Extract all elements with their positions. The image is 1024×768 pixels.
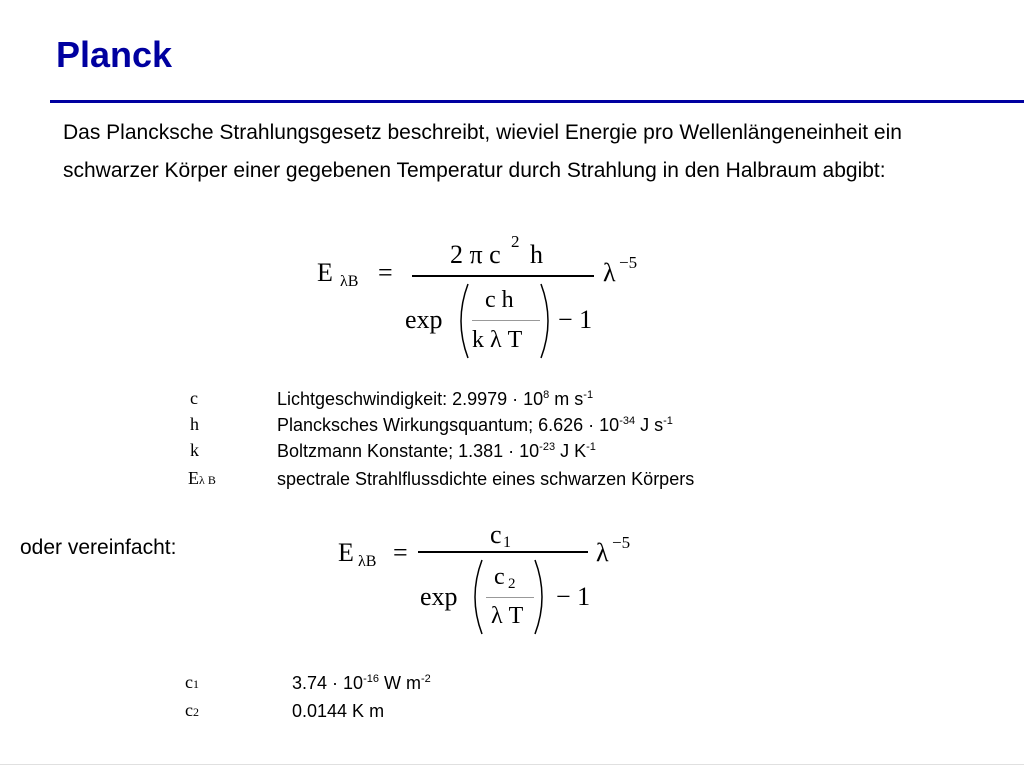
- eq2-lhs: E: [338, 538, 354, 567]
- eq1-lhs-sub: λB: [340, 273, 359, 290]
- eq1-equals: =: [378, 258, 393, 287]
- symbol-c: c: [190, 388, 198, 408]
- definition-E-lambda-B: spectrale Strahlflussdichte eines schwarzen Körpers: [277, 469, 695, 489]
- eq2-equals: =: [393, 538, 408, 567]
- eq1-numerator: 2 π c: [450, 240, 501, 269]
- eq2-left-paren: [466, 558, 486, 636]
- eq1-lambda: λ: [603, 258, 616, 287]
- eq2-inner-numerator: c: [494, 564, 505, 590]
- eq1-exp: exp: [405, 305, 443, 334]
- eq2-right-paren: [531, 558, 551, 636]
- constant-c1-symbol: c1: [185, 672, 199, 692]
- constant-c2-symbol: c2: [185, 700, 199, 720]
- eq2-exp: exp: [420, 582, 458, 611]
- eq1-numerator-exp: 2: [511, 232, 520, 251]
- eq2-lambda-exp: −5: [612, 533, 631, 552]
- eq1-minus-one: − 1: [558, 305, 593, 334]
- eq2-numerator: c: [490, 520, 502, 549]
- eq2-inner-fraction-bar: [486, 597, 534, 598]
- slide-title: Planck: [56, 34, 173, 75]
- eq2-lhs-sub: λB: [358, 553, 377, 570]
- eq1-numerator-h: h: [530, 240, 543, 269]
- eq2-lambda: λ: [596, 538, 609, 567]
- eq2-inner-numerator-sub: 2: [508, 576, 516, 592]
- eq1-inner-denominator: k λ T: [472, 327, 523, 353]
- intro-text: Das Plancksche Strahlungsgesetz beschreibt, wieviel Energie pro Wellenlängeneinheit ein schwarzer Körper einer gegebenen Temperatur durch Strahlung in den Halbraum abgibt:: [63, 121, 902, 182]
- constant-c1-value: $3.74 \cdot 10^{-16}$ W $m^{-2}$: [292, 673, 431, 693]
- slide-bottom-edge: [0, 764, 1024, 765]
- simplified-label: oder vereinfacht:: [20, 536, 177, 559]
- eq2-inner-denominator: λ T: [491, 603, 524, 629]
- eq2-fraction-bar: [418, 551, 588, 553]
- definition-c: Lichtgeschwindigkeit: $2.9979 \cdot 10^8$ m $s^{-1}$: [277, 389, 594, 409]
- eq2-numerator-sub: 1: [503, 534, 511, 551]
- symbol-k: k: [190, 440, 199, 460]
- symbol-E-lambda-B: Eλ B: [188, 468, 216, 488]
- definition-k: Boltzmann Konstante; $1.381 \cdot 10^{-23}$ J $K^{-1}$: [277, 441, 596, 461]
- eq1-lambda-exp: −5: [619, 253, 638, 272]
- eq2-minus-one: − 1: [556, 582, 591, 611]
- constant-c2-value: 0.0144 K m: [292, 701, 385, 721]
- eq1-lhs: E: [317, 258, 333, 287]
- eq1-inner-numerator: c h: [485, 287, 514, 313]
- symbol-h: h: [190, 414, 199, 434]
- definition-h: Plancksches Wirkungsquantum; $6.626 \cdot 10^{-34}$ J $s^{-1}$: [277, 415, 673, 435]
